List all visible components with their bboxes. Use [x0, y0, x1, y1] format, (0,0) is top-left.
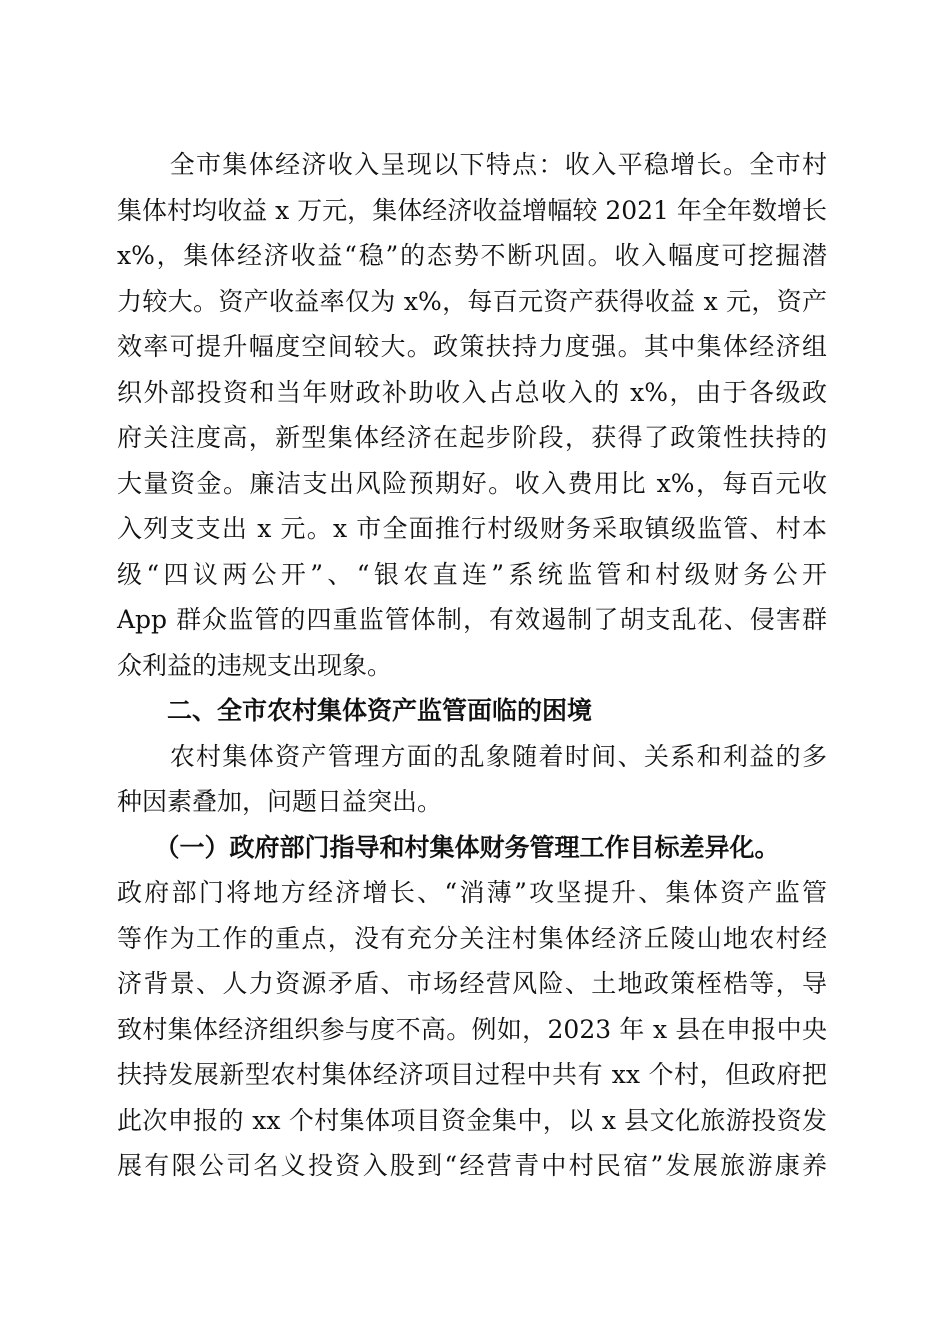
text-line: 级“四议两公开”、“银农直连”系统监管和村级财务公开	[117, 559, 827, 589]
text-line: 扶持发展新型农村集体经济项目过程中共有 xx 个村，但政府把	[117, 1060, 827, 1089]
text-line: App 群众监管的四重监管体制，有效遏制了胡支乱花、侵害群	[117, 605, 827, 634]
text-line: 此次申报的 xx 个村集体项目资金集中，以 x 县文化旅游投资发	[117, 1105, 827, 1135]
text-line: 政府部门将地方经济增长、“消薄”攻坚提升、集体资产监管	[117, 878, 827, 907]
text-line: 展有限公司名义投资入股到“经营青中村民宿”发展旅游康养	[117, 1151, 827, 1180]
text-line: 济背景、人力资源矛盾、市场经营风险、土地政策桎梏等，导	[117, 969, 827, 998]
text-line: 农村集体资产管理方面的乱象随着时间、关系和利益的多	[117, 741, 827, 771]
document-body	[117, 142, 827, 1189]
subsection-heading: （一）政府部门指导和村集体财务管理工作目标差异化。	[117, 832, 780, 862]
text-line: 集体村均收益 x 万元，集体经济收益增幅较 2021 年全年数增长	[117, 195, 827, 225]
text-line: 致村集体经济组织参与度不高。例如，2023 年 x 县在申报中央	[117, 1014, 827, 1044]
text-line: 府关注度高，新型集体经济在起步阶段，获得了政策性扶持的	[117, 423, 827, 452]
text-line: 入列支支出 x 元。x 市全面推行村级财务采取镇级监管、村本	[117, 514, 827, 543]
text-line: 全市集体经济收入呈现以下特点：收入平稳增长。全市村	[117, 150, 827, 179]
paragraph-collective-economy-features	[117, 142, 827, 688]
paragraph-government-guidance	[117, 825, 827, 1189]
section-heading: 二、全市农村集体资产监管面临的困境	[117, 696, 593, 725]
text-line: 众利益的违规支出现象。	[117, 650, 393, 680]
text-line: 织外部投资和当年财政补助收入占总收入的 x%，由于各级政	[117, 377, 827, 407]
text-line: 效率可提升幅度空间较大。政策扶持力度强。其中集体经济组	[117, 332, 827, 361]
text-line: 力较大。资产收益率仅为 x%，每百元资产获得收益 x 元，资产	[117, 286, 827, 316]
text-line: 大量资金。廉洁支出风险预期好。收入费用比 x%，每百元收	[117, 468, 827, 498]
text-line: 种因素叠加，问题日益突出。	[117, 787, 443, 816]
text-line: x%，集体经济收益“稳”的态势不断巩固。收入幅度可挖掘潜	[117, 241, 827, 270]
text-line: 等作为工作的重点，没有充分关注村集体经济丘陵山地农村经	[117, 923, 827, 953]
paragraph-management-chaos	[117, 734, 827, 825]
